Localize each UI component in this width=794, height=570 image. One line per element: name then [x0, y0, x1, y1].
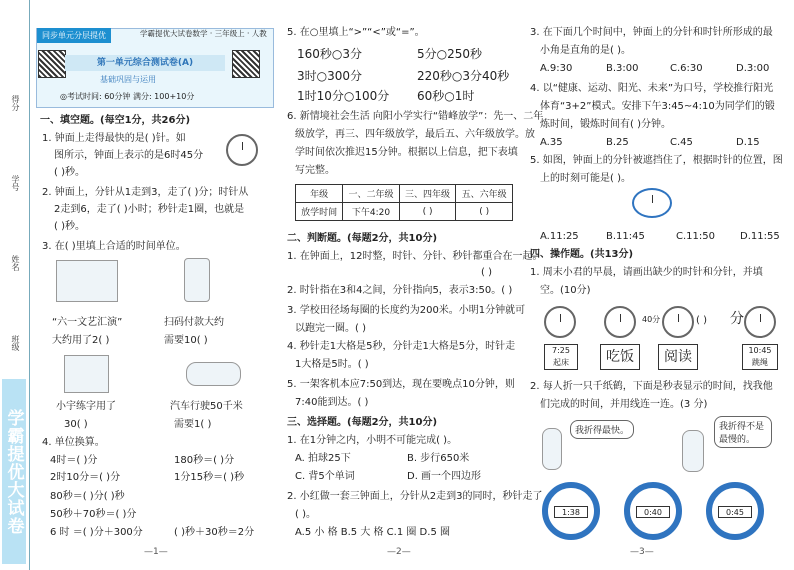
option: A.9:30	[540, 63, 573, 74]
question-text: 以跑完一圈。( )	[295, 323, 366, 334]
page-number: —1—	[144, 547, 168, 557]
book-title: 学霸提优大试卷数学 · 三年级上 · 人教	[140, 29, 267, 38]
compare-item: 220秒○3分40秒	[417, 69, 510, 83]
compare-item: 3时○300分	[297, 69, 363, 83]
question-text: 5. 一架客机本应7:50到达，现在要晚点10分钟，则	[287, 379, 515, 390]
question-text: 1. 在钟面上，12时整，时针、分针、秒针都重合在一起。	[287, 251, 543, 262]
table-cell: ( )	[399, 203, 456, 221]
phone-illustration	[184, 258, 210, 302]
activity-label: 跳绳	[752, 358, 768, 367]
question-text: 写完整。	[295, 165, 335, 176]
page-2	[287, 0, 544, 570]
schedule-box	[544, 344, 578, 370]
question-text: 3. 在( )里填上合适的时间单位。	[42, 241, 186, 252]
question-text: 炼时间，锻炼时间有( )分钟。	[540, 119, 671, 130]
option: C.6:30	[670, 63, 703, 74]
dismissal-table	[295, 184, 513, 221]
option: A. 拍球25下	[295, 453, 351, 464]
question-text: 5. 如图，钟面上的分针被遮挡住了，根据时针的位置，图	[530, 155, 783, 166]
conversion-item: 180秒＝( )分	[174, 455, 235, 466]
section-heading: 二、判断题。(每题2分，共10分)	[287, 233, 438, 244]
clock-icon	[226, 134, 258, 166]
clock-icon	[604, 306, 636, 338]
option: B.25	[606, 137, 629, 148]
compare-item: 1时10分○100分	[297, 89, 390, 103]
compare-item: 60秒○1时	[417, 89, 475, 103]
series-banner: 学霸提优大试卷	[2, 379, 26, 564]
stopwatch-reading: 1:38	[554, 506, 588, 518]
speech-bubble: 我折得不是最慢的。	[714, 416, 772, 448]
time-text: 7:25	[552, 346, 570, 355]
conversion-item: 4时＝( )分	[50, 455, 98, 466]
question-text: 学时间依次推迟15分钟。根据以上信息，把下表填	[295, 147, 518, 158]
question-text: 3. 在下面几个时间中，钟面上的分针和时针所形成的最	[530, 27, 773, 38]
option: A.11:25	[540, 231, 579, 242]
option: D.11:55	[740, 231, 780, 242]
question-text: ( )。	[295, 509, 316, 520]
question-text: 1. 钟面上走得最快的是( )针。如	[42, 133, 186, 144]
exam-title: 第一单元综合测试卷(A)	[65, 55, 225, 71]
question-text: 1. 周末小君的早晨，请画出缺少的时针和分针，并填	[530, 267, 763, 278]
table-cell: 下午4:20	[343, 203, 400, 221]
option: D.3:00	[736, 63, 770, 74]
question-text: 2. 时针指在3和4之间，分针指向5，表示3:50。( )	[287, 285, 513, 296]
picture-caption: 小宇练字用了	[56, 401, 116, 412]
question-text: 4. 以“健康、运动、阳光、未来”为口号，学校推行阳光	[530, 83, 774, 94]
table-cell: ( )	[456, 203, 513, 221]
series-tag: 同步单元分层提优	[37, 28, 111, 43]
question-text: ( )秒。	[54, 221, 85, 232]
question-text: 4. 单位换算。	[42, 437, 105, 448]
page-number: —3—	[630, 547, 654, 557]
picture-caption: 扫码付款大约	[164, 317, 224, 328]
question-text: 1大格是5时。( )	[295, 359, 369, 370]
question-text: 们完成的时间，并用线连一连。(3 分)	[540, 399, 708, 410]
clock-icon	[662, 306, 694, 338]
stopwatch-icon	[706, 482, 764, 540]
conversion-item: 80秒＝( )分( )秒	[50, 491, 125, 502]
question-text: 级放学，再三、四年级放学，最后五、六年级放学。放	[295, 129, 535, 140]
option: B. 步行650米	[407, 453, 470, 464]
name-label: 姓名	[11, 255, 20, 271]
conversion-item: 6 时 ＝( )分＋300分	[50, 527, 143, 538]
question-text: 6. 新情境社会生活 向阳小学实行“错峰放学”：先一、二年	[287, 111, 544, 122]
question-text: 2走到6，走了( )小时；秒针走1圈，也就是	[54, 204, 245, 215]
table-header: 年级	[296, 185, 343, 203]
section-heading: 一、填空题。(每空1分，共26分)	[40, 115, 191, 126]
compare-item: 5分○250秒	[417, 47, 483, 61]
question-text: 2. 每人折一只千纸鹤，下面是秒表显示的时间，找我他	[530, 381, 773, 392]
question-text: 空。(10分)	[540, 285, 591, 296]
option: C.11:50	[676, 231, 715, 242]
section-heading: 三、选择题。(每题2分，共10分)	[287, 417, 438, 428]
question-text: 体育“3+2”模式。安排下午3:45~4:10为同学们的锻	[540, 101, 775, 112]
option: D. 画一个四边形	[407, 471, 482, 482]
conversion-item: 2时10分＝( )分	[50, 472, 121, 483]
schedule-box	[742, 344, 778, 370]
page-1	[34, 0, 279, 570]
clock-icon	[744, 306, 776, 338]
table-header: 三、四年级	[399, 185, 456, 203]
question-text: 小角是直角的是( )。	[540, 45, 631, 56]
option-row: A.5 小 格 B.5 大 格 C.1 圈 D.5 圈	[295, 527, 450, 538]
exam-meta: ◎考试时间: 60分钟 满分: 100+10分	[60, 92, 195, 101]
question-text: ( )秒。	[54, 167, 85, 178]
option: C.45	[670, 137, 693, 148]
child-illustration	[682, 430, 704, 472]
option: C. 背5个单词	[295, 471, 355, 482]
schedule-box: 吃饭	[600, 344, 640, 370]
question-text: 5. 在○里填上“>”“<”或“=”。	[287, 27, 425, 38]
stopwatch-reading: 0:40	[636, 506, 670, 518]
option: B.11:45	[606, 231, 645, 242]
option: D.15	[736, 137, 760, 148]
student-id-label: 学号	[11, 175, 20, 191]
question-text: 2. 小红做一套三钟面上，分针从2走到3的同时，秒针走了	[287, 491, 543, 502]
clock-icon	[544, 306, 576, 338]
question-text: 1. 在1分钟之内，小明不可能完成( )。	[287, 435, 458, 446]
performance-illustration	[56, 260, 118, 302]
writing-illustration	[64, 355, 109, 393]
page-number: —2—	[387, 547, 411, 557]
answer-blank: ( )	[481, 267, 492, 278]
picture-caption: 汽车行驶50千米	[170, 401, 243, 412]
schedule-box: 阅读	[658, 344, 698, 370]
stopwatch-icon	[624, 482, 682, 540]
option: B.3:00	[606, 63, 639, 74]
picture-caption: 30( )	[64, 419, 88, 430]
unit-label: 分	[730, 311, 744, 327]
picture-caption: 大约用了2( )	[52, 335, 110, 346]
picture-caption: “六一文艺汇演”	[52, 317, 123, 328]
option: A.35	[540, 137, 563, 148]
question-text: 2. 钟面上，分针从1走到3，走了( )分；时针从	[42, 187, 249, 198]
conversion-item: 1分15秒＝( )秒	[174, 472, 245, 483]
compare-item: 160秒○3分	[297, 47, 363, 61]
answer-blank: ( )	[696, 315, 707, 326]
question-text: 3. 学校田径场每圈的长度约为200米。小明1分钟就可	[287, 305, 526, 316]
stopwatch-reading: 0:45	[718, 506, 752, 518]
exam-subtitle: 基础巩固与运用	[100, 75, 156, 84]
time-text: 10:45	[748, 346, 772, 355]
question-text: 7:40能到达。( )	[295, 397, 369, 408]
table-header: 一、二年级	[343, 185, 400, 203]
conversion-item: 50秒＋70秒＝( )分	[50, 509, 137, 520]
child-illustration	[542, 428, 562, 470]
binding-margin	[0, 0, 30, 570]
class-label: 班级	[11, 335, 20, 351]
page-3	[530, 0, 792, 570]
conversion-item: ( )秒＋30秒＝2分	[174, 527, 255, 538]
speech-bubble: 我折得最快。	[570, 420, 634, 439]
stopwatch-icon	[542, 482, 600, 540]
picture-caption: 需要1( )	[174, 419, 212, 430]
interval-label: 40分	[642, 315, 661, 324]
question-text: 图所示，钟面上表示的是6时45分	[54, 150, 204, 161]
car-illustration	[186, 362, 241, 386]
section-heading: 四、操作题。(共13分)	[530, 249, 634, 260]
table-header: 五、六年级	[456, 185, 513, 203]
question-text: 上的时刻可能是( )。	[540, 173, 631, 184]
question-text: 4. 秒针走1大格是5秒，分针走1大格是5分，时针走	[287, 341, 516, 352]
score-label: 得分	[11, 95, 20, 111]
picture-caption: 需要10( )	[164, 335, 208, 346]
covered-clock-icon	[632, 188, 672, 218]
activity-label: 起床	[553, 358, 569, 367]
table-cell: 放学时间	[296, 203, 343, 221]
